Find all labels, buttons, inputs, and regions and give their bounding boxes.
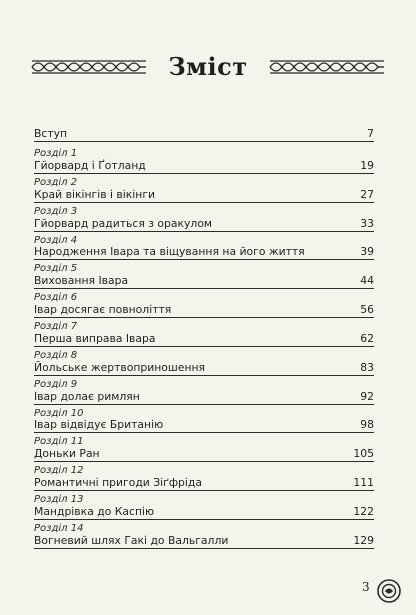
toc-entry — [34, 523, 374, 552]
chapter-title: Край вікінгів і вікінги — [34, 187, 156, 201]
toc-row — [34, 274, 374, 289]
chapter-title: Виховання Івара — [34, 274, 129, 288]
chapter-label: Розділ 5 — [34, 263, 78, 275]
toc-entry — [34, 292, 374, 321]
page-ref: 98 — [360, 418, 374, 432]
toc-row — [34, 505, 374, 520]
page-ref: 129 — [353, 533, 374, 547]
page-ref: 92 — [360, 389, 374, 403]
chapter-title: Вогневий шлях Гакі до Вальгалли — [34, 533, 229, 547]
chapter-label: Розділ 3 — [34, 205, 78, 217]
page-ref: 44 — [360, 274, 374, 288]
toc-row — [34, 534, 374, 549]
toc-entry — [34, 465, 374, 494]
page-ref: 62 — [360, 331, 374, 345]
toc-header — [30, 52, 386, 86]
toc-row — [34, 361, 374, 376]
chapter-label: Розділ 7 — [34, 321, 78, 333]
toc-entry — [34, 263, 374, 292]
chapter-label: Розділ 4 — [34, 234, 78, 246]
chapter-title: Івар долає римлян — [34, 389, 140, 403]
toc-row — [34, 476, 374, 491]
toc-list — [34, 124, 374, 552]
chapter-title: Гйорвард радиться з оракулом — [34, 216, 213, 230]
toc-entry — [34, 408, 374, 437]
chapter-title: Гйорвард і Ґотланд — [34, 158, 146, 172]
chapter-title: Івар досягає повноліття — [34, 303, 172, 317]
toc-entry — [34, 350, 374, 379]
chapter-label: Розділ 13 — [34, 494, 84, 506]
toc-entry — [34, 436, 374, 465]
page-number: 3 — [362, 580, 370, 594]
chapter-title: Мандрівка до Каспію — [34, 504, 155, 518]
toc-entry — [34, 235, 374, 264]
chapter-title: Перша виправа Івара — [34, 331, 156, 345]
chapter-title: Йольське жертвоприношення — [34, 360, 206, 374]
toc-row — [34, 127, 374, 142]
publisher-logo-icon — [376, 578, 402, 604]
chapter-label: Розділ 9 — [34, 378, 78, 390]
page-ref: 7 — [367, 127, 374, 140]
page-ref: 56 — [360, 303, 374, 317]
toc-row — [34, 390, 374, 405]
toc-entry — [34, 379, 374, 408]
toc-entry — [34, 148, 374, 177]
knotwork-ornament-icon — [268, 58, 386, 76]
toc-entry — [34, 206, 374, 235]
page-ref: 27 — [360, 187, 374, 201]
chapter-label: Розділ 12 — [34, 465, 84, 477]
chapter-title: Вступ — [34, 127, 68, 140]
page-ref: 111 — [353, 476, 374, 490]
chapter-title: Доньки Ран — [34, 447, 100, 461]
page-ref: 122 — [353, 504, 374, 518]
page-ref: 33 — [360, 216, 374, 230]
toc-entry-intro — [34, 124, 374, 148]
page-ref: 83 — [360, 360, 374, 374]
knotwork-ornament-icon — [30, 58, 148, 76]
toc-row — [34, 245, 374, 260]
page-ref: 39 — [360, 245, 374, 259]
chapter-label: Розділ 1 — [34, 148, 78, 159]
toc-row — [34, 418, 374, 433]
chapter-label: Розділ 8 — [34, 349, 78, 361]
toc-entry — [34, 321, 374, 350]
toc-entry — [34, 177, 374, 206]
toc-row — [34, 447, 374, 462]
chapter-label: Розділ 14 — [34, 522, 84, 534]
chapter-label: Розділ 10 — [34, 407, 84, 419]
chapter-title: Івар відвідує Британію — [34, 418, 164, 432]
toc-row — [34, 159, 374, 174]
toc-row — [34, 217, 374, 232]
page-ref: 105 — [353, 447, 374, 461]
toc-entry — [34, 494, 374, 523]
toc-row — [34, 188, 374, 203]
chapter-label: Розділ 11 — [34, 436, 84, 448]
chapter-title: Романтичні пригоди Зіґфріда — [34, 476, 202, 490]
toc-row — [34, 332, 374, 347]
chapter-label: Розділ 6 — [34, 292, 78, 304]
toc-row — [34, 303, 374, 318]
chapter-title: Народження Івара та віщування на його життя — [34, 245, 305, 259]
chapter-label: Розділ 2 — [34, 176, 78, 188]
page-title: Зміст — [168, 52, 248, 81]
page-ref: 19 — [360, 158, 374, 172]
